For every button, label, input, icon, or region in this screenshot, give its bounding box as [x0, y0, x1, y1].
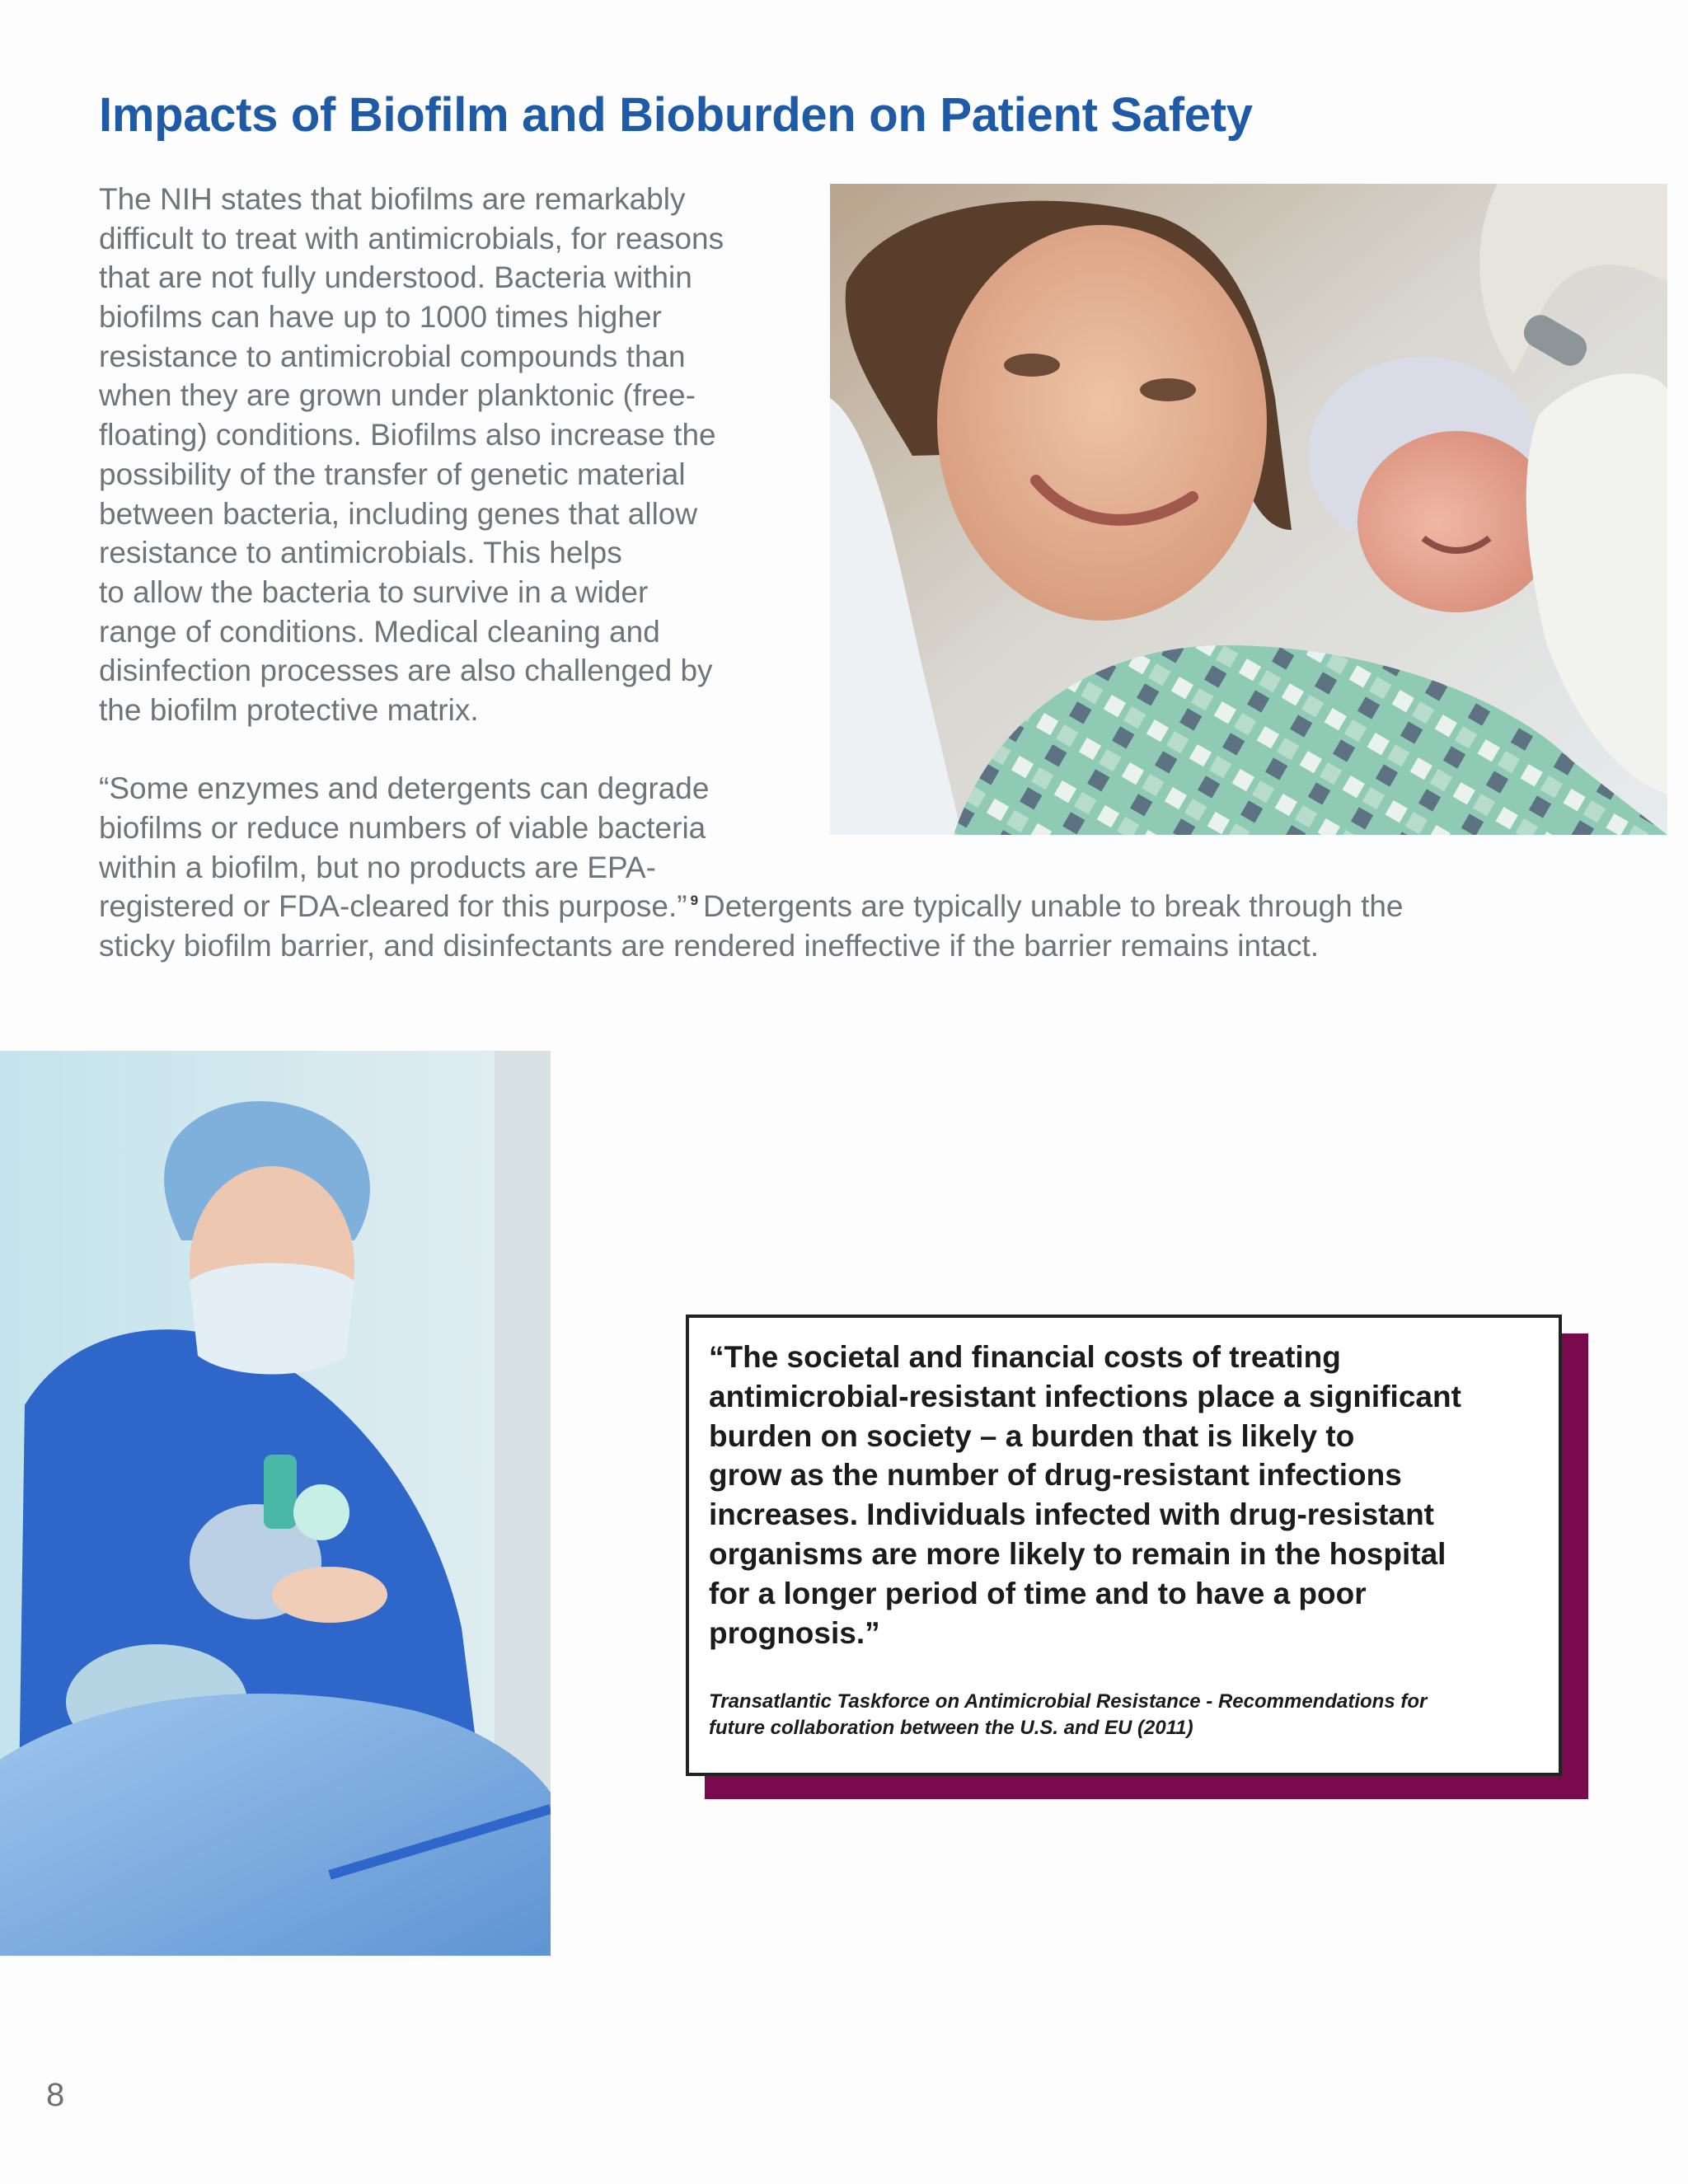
paragraph-2-line	[99, 887, 1582, 926]
paragraph-1-line: the biofilm protective matrix.	[99, 692, 479, 727]
paragraph-2-text: Detergents are typically unable to break through the	[703, 889, 1404, 924]
pull-quote-box	[686, 1315, 1562, 1776]
page-number: 8	[46, 2077, 65, 2113]
quote-line: organisms are more likely to remain in the hospital	[709, 1536, 1447, 1571]
quote-line: “The societal and financial costs of treating	[709, 1340, 1341, 1374]
paragraph-2-line: “Some enzymes and detergents can degrade	[99, 771, 710, 806]
quote-line: prognosis.”	[709, 1615, 880, 1650]
paragraph-1-line: that are not fully understood. Bacteria within	[99, 260, 692, 295]
quote-line: for a longer period of time and to have a poor	[709, 1576, 1367, 1610]
quote-line: increases. Individuals infected with drug-resistant	[709, 1497, 1434, 1532]
quote-line: grow as the number of drug-resistant infections	[709, 1458, 1402, 1493]
paragraph-1-line: disinfection processes are also challenged by	[99, 654, 713, 688]
body-text	[99, 180, 1582, 966]
paragraph-2-line: sticky biofilm barrier, and disinfectants are rendered ineffective if the barrier remains intact.	[99, 929, 1319, 963]
paragraph-1-line: possibility of the transfer of genetic material	[99, 457, 686, 491]
paragraph-2-line: within a biofilm, but no products are EPA-	[99, 850, 656, 884]
paragraph-1-line: resistance to antimicrobials. This helps	[99, 536, 622, 570]
paragraph-1-line: floating) conditions. Biofilms also increase the	[99, 418, 716, 452]
pull-quote-text	[709, 1338, 1542, 1652]
paragraph-1-line: biofilms can have up to 1000 times higher	[99, 300, 662, 335]
anesthesia-nurse-photo	[0, 1051, 551, 1956]
quote-line: burden on society – a burden that is likely to	[709, 1418, 1355, 1453]
citation-line: future collaboration between the U.S. and EU (2011)	[709, 1717, 1193, 1740]
paragraph-1-line: The NIH states that biofilms are remarkably	[99, 182, 686, 216]
paragraph-2-text: registered or FDA-cleared for this purpose.”	[99, 889, 687, 924]
quote-citation	[709, 1689, 1542, 1741]
page-title: Impacts of Biofilm and Bioburden on Patient Safety	[99, 88, 1253, 142]
quote-line: antimicrobial-resistant infections place a significant	[709, 1379, 1461, 1413]
paragraph-2-line: biofilms or reduce numbers of viable bacteria	[99, 811, 706, 845]
paragraph-1-line: difficult to treat with antimicrobials, for reasons	[99, 221, 724, 255]
paragraph-1-line: resistance to antimicrobial compounds than	[99, 339, 686, 373]
citation-line: Transatlantic Taskforce on Antimicrobial Resistance - Recommendations for	[709, 1690, 1428, 1713]
footnote-reference: 9	[690, 893, 699, 909]
paragraph-1-line: range of conditions. Medical cleaning and	[99, 614, 660, 649]
paragraph-1-line: when they are grown under planktonic (free-	[99, 378, 696, 413]
paragraph-1-line: to allow the bacteria to survive in a wider	[99, 574, 649, 609]
paragraph-1-line: between bacteria, including genes that allow	[99, 496, 698, 531]
